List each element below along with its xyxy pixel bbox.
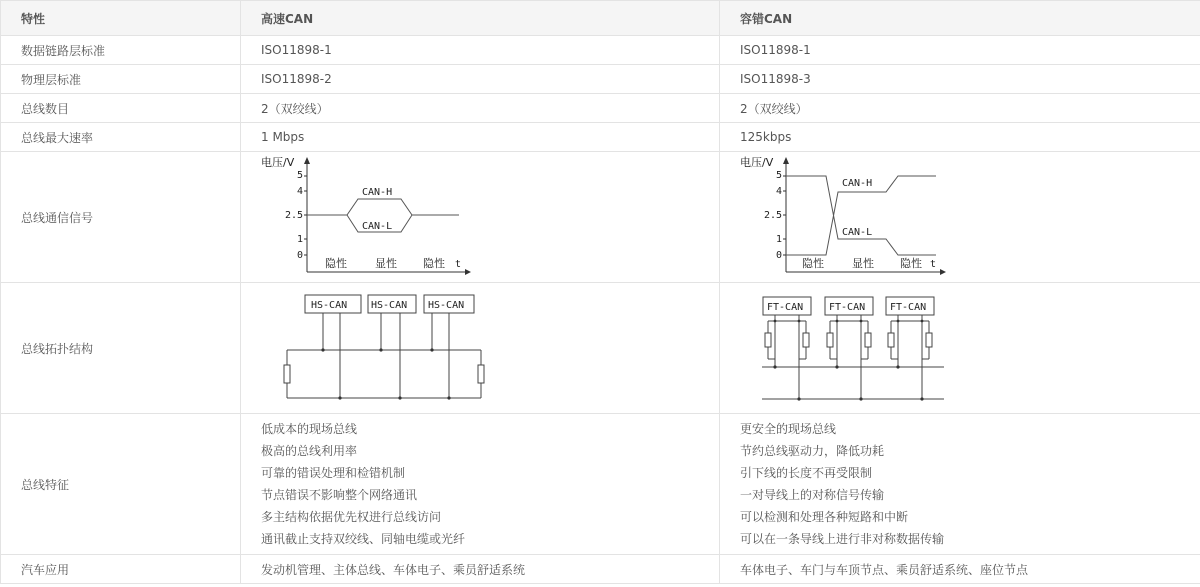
ft-value: ISO11898-3 — [720, 65, 1200, 94]
row-label: 总线最大速率 — [1, 123, 241, 152]
row-label: 总线特征 — [1, 414, 241, 555]
can-l-label: CAN-L — [842, 227, 873, 238]
topology-row — [1, 283, 1200, 414]
hs-value: 1 Mbps — [241, 123, 720, 152]
table-row — [1, 123, 1200, 152]
hs-value: ISO11898-2 — [241, 65, 720, 94]
ft-topology-cell — [720, 283, 1200, 414]
t-label: t — [930, 259, 937, 270]
tick-2.5: 2.5 — [285, 210, 304, 221]
tick-1: 1 — [297, 234, 304, 245]
y-axis-label: 电压/V — [740, 156, 774, 169]
header-hs-can: 高速CAN — [241, 1, 720, 36]
header-row — [1, 1, 1200, 36]
tick-2.5: 2.5 — [764, 210, 783, 221]
row-label: 总线拓扑结构 — [1, 283, 241, 414]
hs-topology-cell — [241, 283, 720, 414]
node-label: FT-CAN — [890, 302, 927, 313]
table-row — [1, 36, 1200, 65]
header-ft-can: 容错CAN — [720, 1, 1200, 36]
ft-features-list — [740, 414, 1200, 554]
hs-signal-diagram — [261, 154, 481, 280]
tick-4: 4 — [297, 186, 304, 197]
ft-signal-cell — [720, 152, 1200, 283]
list-item: 更安全的现场总线 — [740, 422, 837, 436]
tick-0: 0 — [297, 250, 304, 261]
ft-application: 车体电子、车门与车顶节点、乘员舒适系统、座位节点 — [720, 555, 1200, 584]
hs-application: 发动机管理、主体总线、车体电子、乘员舒适系统 — [241, 555, 720, 584]
header-feature: 特性 — [1, 1, 241, 36]
list-item: 多主结构依据优先权进行总线访问 — [261, 510, 442, 524]
list-item: 可靠的错误处理和检错机制 — [261, 466, 406, 480]
hs-value: 2（双绞线） — [241, 94, 720, 123]
row-label: 物理层标准 — [1, 65, 241, 94]
row-label: 汽车应用 — [1, 555, 241, 584]
ft-value: 125kbps — [720, 123, 1200, 152]
hs-features-cell — [241, 414, 720, 555]
table-row — [1, 94, 1200, 123]
hs-topology-diagram — [267, 289, 497, 407]
can-h-label: CAN-H — [842, 178, 873, 189]
list-item: 一对导线上的对称信号传输 — [740, 488, 885, 502]
ft-value: ISO11898-1 — [720, 36, 1200, 65]
can-h-label: CAN-H — [362, 187, 393, 198]
table-row — [1, 65, 1200, 94]
ft-topology-diagram — [760, 289, 980, 407]
can-l-label: CAN-L — [362, 221, 393, 232]
tick-1: 1 — [776, 234, 783, 245]
tick-5: 5 — [776, 170, 783, 181]
recessive-label: 隐性 — [325, 257, 347, 270]
list-item: 引下线的长度不再受限制 — [740, 466, 873, 480]
node-label: FT-CAN — [829, 302, 866, 313]
y-axis-label: 电压/V — [261, 156, 295, 169]
tick-0: 0 — [776, 250, 783, 261]
signal-row — [1, 152, 1200, 283]
node-label: HS-CAN — [311, 300, 348, 311]
hs-value: ISO11898-1 — [241, 36, 720, 65]
list-item: 通讯截止支持双绞线、同轴电缆或光纤 — [261, 532, 466, 546]
dominant-label: 显性 — [852, 257, 874, 270]
list-item: 节约总线驱动力，降低功耗 — [740, 444, 885, 458]
t-label: t — [455, 259, 462, 270]
ft-value: 2（双绞线） — [720, 94, 1200, 123]
node-label: HS-CAN — [428, 300, 465, 311]
recessive-label: 隐性 — [802, 257, 824, 270]
tick-4: 4 — [776, 186, 783, 197]
row-label: 数据链路层标准 — [1, 36, 241, 65]
list-item: 极高的总线利用率 — [261, 444, 358, 458]
node-label: FT-CAN — [767, 302, 804, 313]
node-label: HS-CAN — [371, 300, 408, 311]
ft-signal-diagram — [740, 154, 960, 280]
row-label: 总线通信信号 — [1, 152, 241, 283]
list-item: 可以在一条导线上进行非对称数据传输 — [740, 532, 945, 546]
ft-features-cell — [720, 414, 1200, 555]
list-item: 可以检测和处理各种短路和中断 — [740, 510, 909, 524]
features-row — [1, 414, 1200, 555]
list-item: 节点错误不影响整个网络通讯 — [261, 488, 418, 502]
hs-signal-cell — [241, 152, 720, 283]
row-label: 总线数目 — [1, 94, 241, 123]
application-row — [1, 555, 1200, 584]
dominant-label: 显性 — [375, 257, 397, 270]
recessive-label: 隐性 — [423, 257, 445, 270]
hs-features-list — [261, 414, 719, 554]
recessive-label: 隐性 — [900, 257, 922, 270]
list-item: 低成本的现场总线 — [261, 422, 358, 436]
tick-5: 5 — [297, 170, 304, 181]
